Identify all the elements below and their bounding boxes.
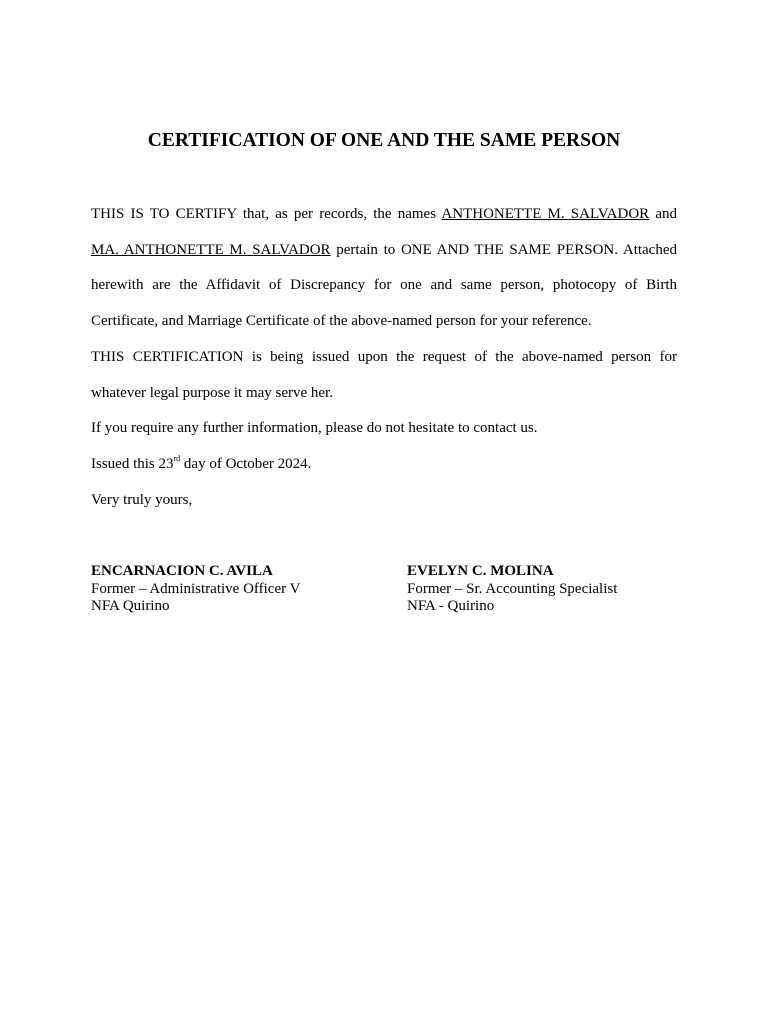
name-second: MA. ANTHONETTE M. SALVADOR [91, 241, 331, 258]
signatory-name: EVELYN C. MOLINA [407, 563, 554, 579]
document-body [91, 197, 677, 518]
certify-rest: pertain to ONE AND THE SAME PERSON. Attached herewith are the Affidavit of Discrepancy for one and same person, photocopy of Birth Certificate, and Marriage Certificate of the above-named person for your reference. [91, 241, 678, 330]
signatory-block-left [91, 563, 300, 616]
closing-line: Very truly yours, [91, 491, 193, 508]
signatory-title: Former – Administrative Officer V [91, 580, 301, 597]
signatory-title: Former – Sr. Accounting Specialist [407, 580, 618, 597]
contact-paragraph: If you require any further information, please do not hesitate to contact us. [91, 420, 538, 437]
issued-ordinal-suffix: rd [173, 453, 181, 463]
signatory-office: NFA Quirino [91, 598, 170, 614]
certify-conjunction: and [655, 206, 677, 222]
issued-rest: day of October 2024. [183, 455, 312, 472]
certify-paragraph [91, 197, 677, 340]
purpose-paragraph: THIS CERTIFICATION is being issued upon the request of the above-named person for whatever legal purpose it may serve her. [91, 348, 677, 401]
signatory-block-right [407, 563, 617, 616]
issued-prefix: Issued this 23 [91, 455, 174, 472]
signatory-office: NFA - Quirino [407, 598, 495, 614]
certify-intro: THIS IS TO CERTIFY that, as per records, the names [91, 206, 437, 222]
document-title: CERTIFICATION OF ONE AND THE SAME PERSON [147, 130, 621, 151]
issued-paragraph [91, 447, 677, 483]
signatory-name: ENCARNACION C. AVILA [91, 563, 273, 579]
name-first: ANTHONETTE M. SALVADOR [441, 206, 650, 222]
